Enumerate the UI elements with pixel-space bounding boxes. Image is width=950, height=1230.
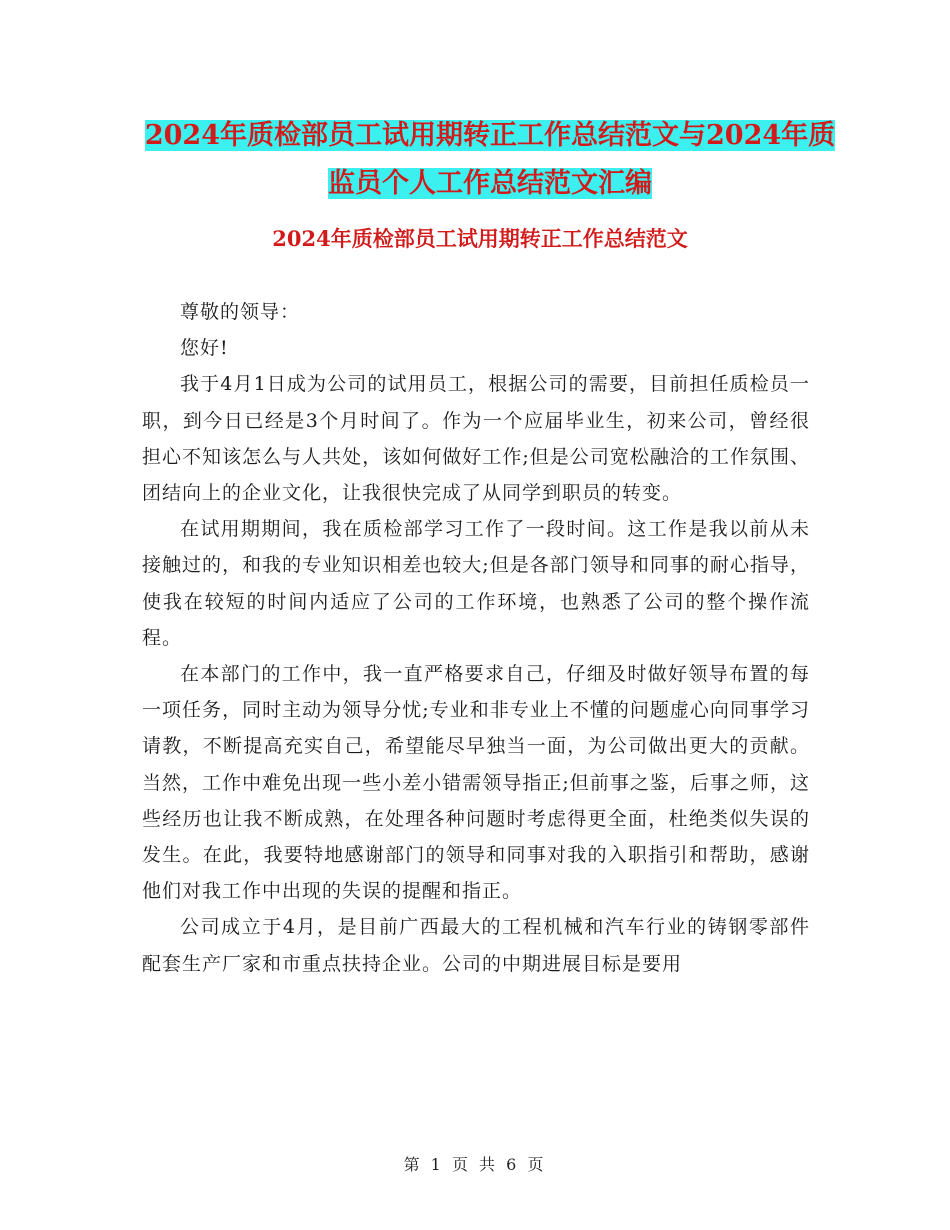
paragraph: 公司成立于4月，是目前广西最大的工程机械和汽车行业的铸钢零部件配套生产厂家和市重点扶持企业。公司的中期进展目标是要用 [142,916,810,975]
page-footer: 第 1 页 共 6 页 [403,1155,547,1174]
paragraph: 我于4月1日成为公司的试用员工，根据公司的需要，目前担任质检员一职，到今日已经是3个月时间了。作为一个应届毕业生，初来公司，曾经很担心不知该怎么与人共处，该如何做好工作;但是公司宽松融洽的工作氛围、团结向上的企业文化，让我很快完成了从同学到职员的转变。 [142,373,810,505]
document-title [140,112,840,208]
paragraph: 在试用期期间，我在质检部学习工作了一段时间。这工作是我以前从未接触过的，和我的专业知识相差也较大;但是各部门领导和同事的耐心指导，使我在较短的时间内适应了公司的工作环境，也熟悉了公司的整个操作流程。 [142,518,810,649]
document-body [142,294,810,982]
paragraph: 在本部门的工作中，我一直严格要求自己，仔细及时做好领导布置的每一项任务，同时主动为领导分忧;专业和非专业上不懂的问题虚心向同事学习请教，不断提高充实自己，希望能尽早独当一面，为公司做出更大的贡献。当然，工作中难免出现一些小差小错需领导指正;但前事之鉴，后事之师，这些经历也让我不断成熟，在处理各种问题时考虑得更全面，杜绝类似失误的发生。在此，我要特地感谢部门的领导和同事对我的入职指引和帮助，感谢他们对我工作中出现的失误的提醒和指正。 [142,663,810,903]
title-highlight: 2024年质检部员工试用期转正工作总结范文与2024年质监员个人工作总结范文汇编 [144,120,836,199]
greeting: 您好! [180,337,229,360]
salutation: 尊敬的领导： [180,301,301,323]
section-title: 2024年质检部员工试用期转正工作总结范文 [272,226,688,251]
